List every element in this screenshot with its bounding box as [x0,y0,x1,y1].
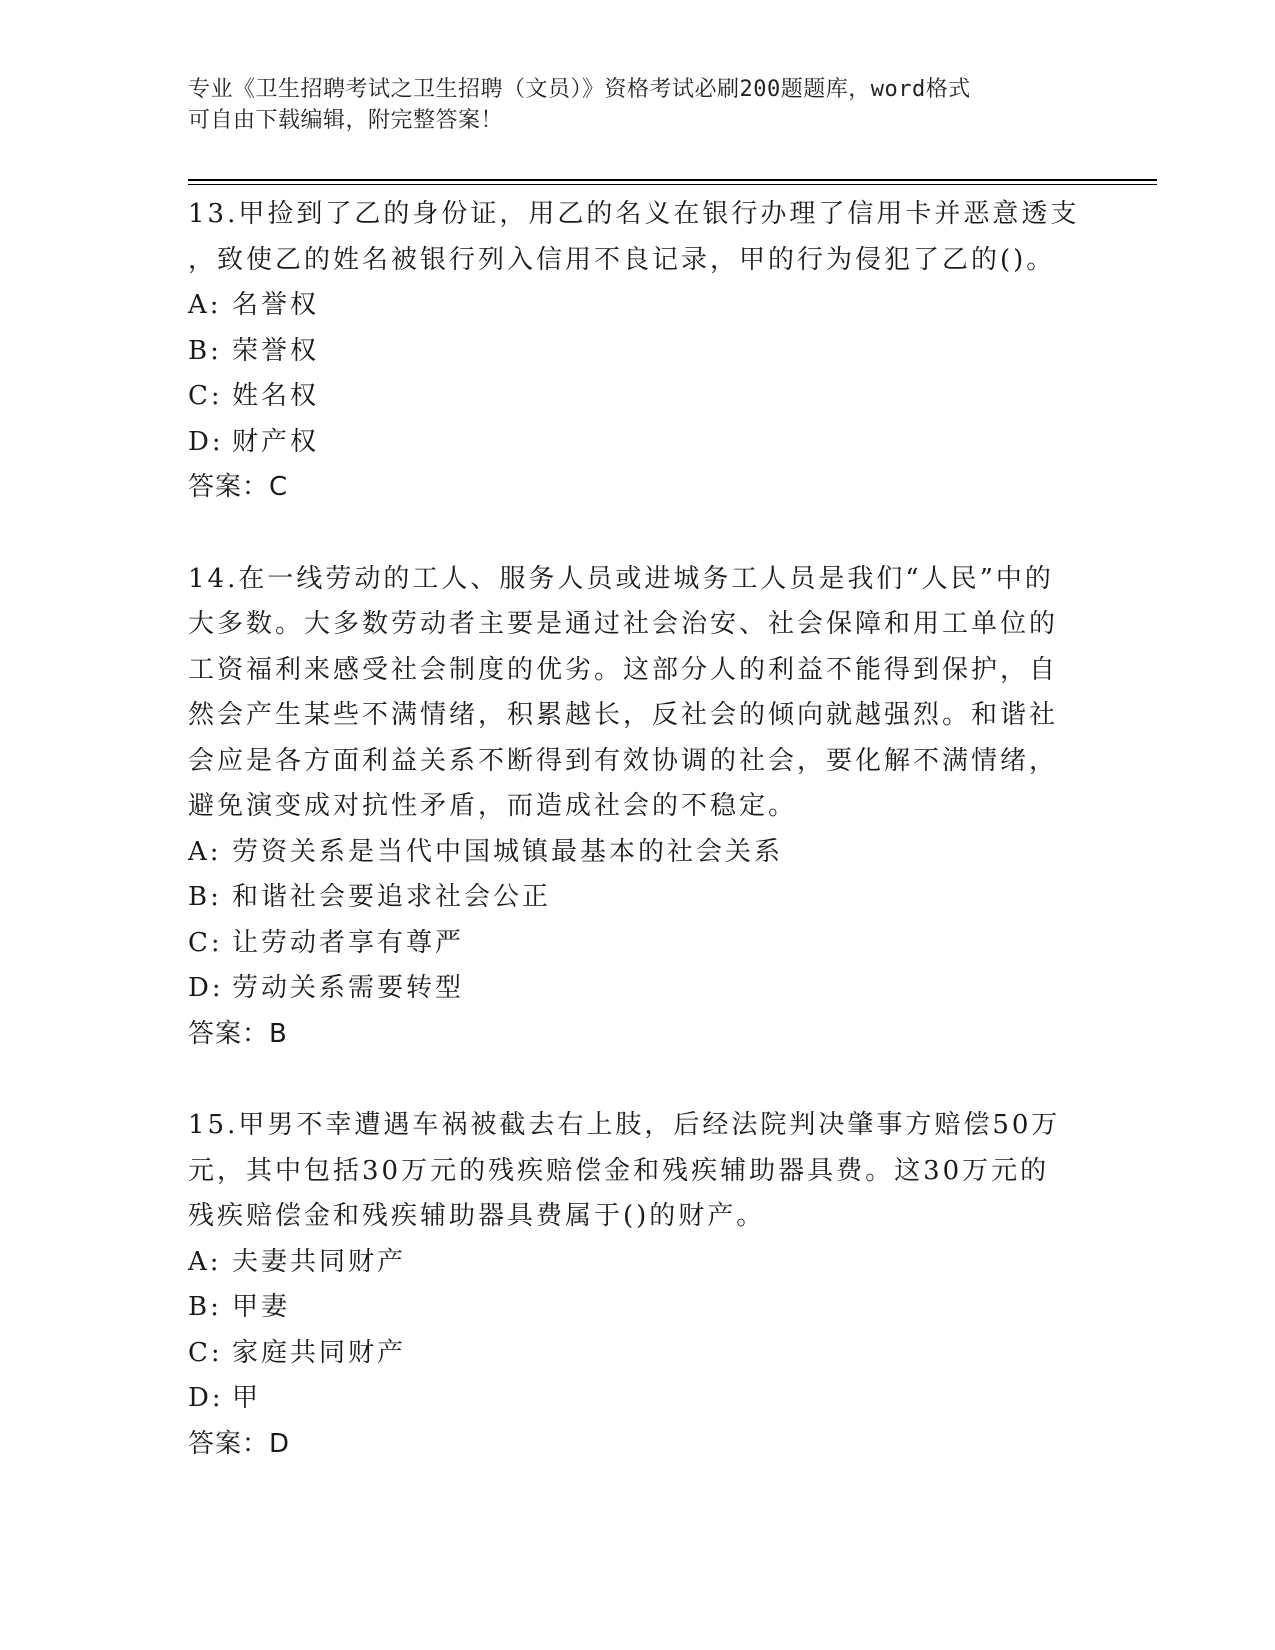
question-14 [188,557,1083,1058]
option-text: 劳资关系是当代中国城镇最基本的社会关系 [232,836,784,867]
option-key: D: [188,1383,224,1413]
question-stem-line: ，致使乙的姓名被银行列入信用不良记录，甲的行为侵犯了乙的()。 [188,244,1056,275]
option-key: C: [188,927,223,958]
question-stem-line: 13.甲捡到了乙的身份证，用乙的名义在银行办理了信用卡并恶意透支 [188,199,1080,229]
option-d [188,966,1083,1012]
option-key: A: [188,1246,222,1277]
option-text: 财产权 [232,426,320,457]
question-stem-line: 避免演变成对抗性矛盾，而造成社会的不稳定。 [188,791,798,821]
answer-label: 答案：D [188,1428,291,1459]
header-divider-thick [188,179,1157,181]
option-b [188,1285,1083,1331]
question-stem-line: 残疾赔偿金和残疾辅助器具费属于()的财产。 [188,1201,766,1231]
question-list [188,192,1083,1467]
header-line-2: 可自由下载编辑，附完整答案！ [188,108,504,133]
question-stem-line: 大多数。大多数劳动者主要是通过社会治安、社会保障和用工单位的 [188,609,1059,639]
option-text: 和谐社会要追求社会公正 [232,882,552,912]
answer-label: 答案：C [188,472,289,502]
option-text: 劳动关系需要转型 [232,973,465,1003]
question-15 [188,1103,1083,1467]
option-text: 家庭共同财产 [232,1337,407,1368]
option-key: B: [188,335,222,366]
option-key: A: [188,290,222,320]
option-key: C: [188,1337,223,1368]
option-text: 让劳动者享有尊严 [232,927,465,958]
header-divider-thin [188,184,1157,185]
option-c [188,921,1083,967]
option-b [188,875,1083,921]
question-stem-line: 工资福利来感受社会制度的优劣。这部分人的利益不能得到保护，自 [188,654,1059,685]
question-spacer [188,1057,1083,1103]
option-d [188,420,1083,466]
question-13 [188,192,1083,511]
option-key: C: [188,381,223,411]
option-key: B: [188,1292,222,1322]
option-b [188,329,1083,375]
question-stem-line: 然会产生某些不满情绪，积累越长，反社会的倾向就越强烈。和谐社 [188,700,1059,730]
option-key: B: [188,882,222,912]
option-text: 荣誉权 [232,335,320,366]
answer-label: 答案：B [188,1018,288,1049]
option-c [188,1331,1083,1377]
option-key: D: [188,973,224,1003]
option-key: A: [188,836,222,867]
option-a [188,830,1083,876]
question-stem-line: 会应是各方面利益关系不断得到有效协调的社会，要化解不满情绪， [188,745,1059,776]
option-text: 甲妻 [232,1292,291,1322]
option-c [188,374,1083,420]
option-key: D: [188,426,224,457]
question-stem-line: 元，其中包括30万元的残疾赔偿金和残疾辅助器具费。这30万元的 [188,1155,1050,1186]
header-line-1: 专业《卫生招聘考试之卫生招聘（文员）》资格考试必刷200题题库，word格式 [188,77,971,102]
option-text: 姓名权 [232,381,320,411]
document-header [188,74,1068,136]
option-d [188,1376,1083,1422]
question-stem-line: 15.甲男不幸遭遇车祸被截去右上肢，后经法院判决肇事方赔偿50万 [188,1110,1061,1140]
option-a [188,283,1083,329]
option-text: 名誉权 [232,290,320,320]
option-a [188,1240,1083,1286]
option-text: 甲 [232,1383,262,1413]
question-spacer [188,511,1083,557]
option-text: 夫妻共同财产 [232,1246,407,1277]
question-stem-line: 14.在一线劳动的工人、服务人员或进城务工人员是我们“人民”中的 [188,563,1054,594]
